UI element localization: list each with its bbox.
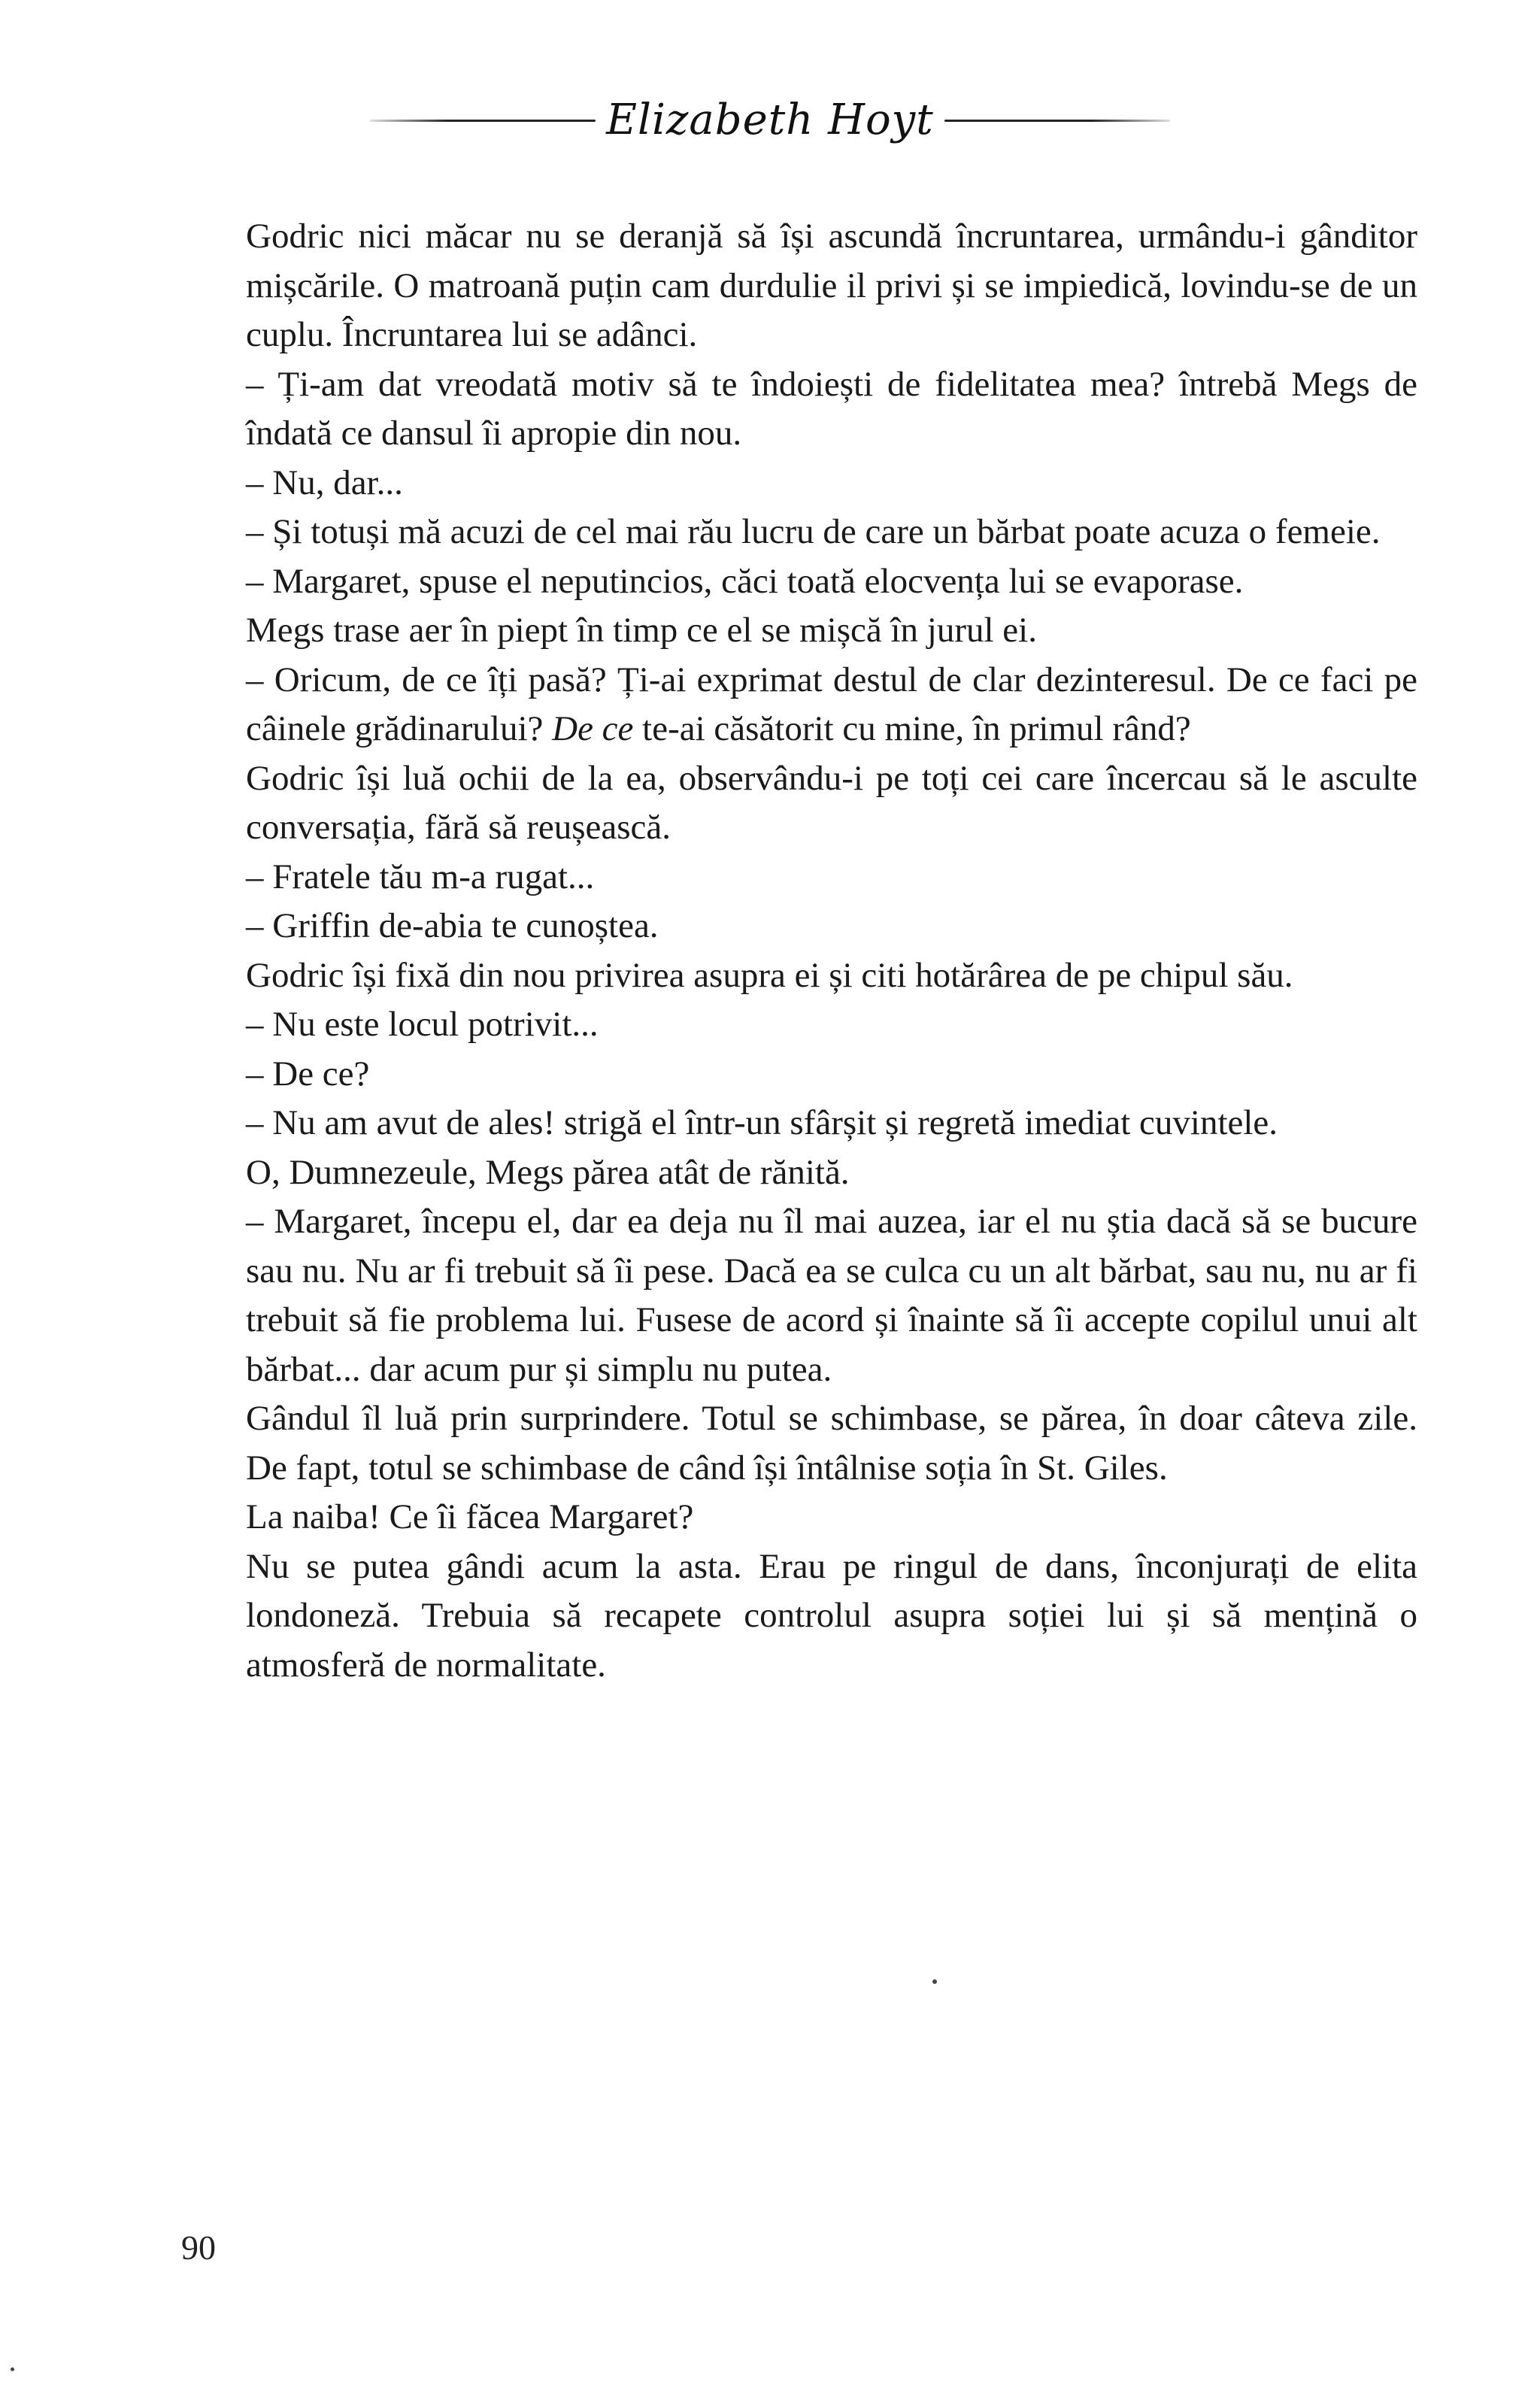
paragraph: – Margaret, spuse el neputincios, căci toată elocvența lui se evaporase.: [246, 561, 1244, 601]
header-rule-left: [370, 120, 596, 122]
italic-emphasis: De ce: [552, 709, 634, 748]
paragraph: – Nu, dar...: [246, 463, 403, 502]
scan-speck: [11, 2367, 14, 2371]
paragraph: Gândul îl luă prin surprindere. Totul se schimbase, se părea, în doar câteva zile. De fapt, totul se schimbase de când își întâlnise soția în St. Giles.: [246, 1399, 1417, 1488]
paragraph: O, Dumnezeule, Megs părea atât de rănită.: [246, 1152, 850, 1192]
running-header-title: Elizabeth Hoyt: [606, 96, 934, 144]
paragraph: Nu se putea gândi acum la asta. Erau pe ringul de dans, înconjurați de elita londoneză. Trebuia să recapete controlul asupra soției lui și să mențină o atmosferă de normalitate.: [246, 1546, 1417, 1685]
paragraph: – Și totuși mă acuzi de cel mai rău lucru de care un bărbat poate acuza o femeie.: [246, 512, 1381, 551]
paragraph: – Griffin de-abia te cunoștea.: [246, 906, 659, 945]
paragraph: – Nu este locul potrivit...: [246, 1005, 599, 1044]
paragraph: Megs trase aer în piept în timp ce el se mișcă în jurul ei.: [246, 611, 1037, 650]
paragraph: – Nu am avut de ales! strigă el într-un sfârșit și regretă imediat cuvintele.: [246, 1103, 1278, 1142]
paragraph: – Fratele tău m-a rugat...: [246, 857, 595, 896]
paragraph: Godric nici măcar nu se deranjă să își ascundă încruntarea, urmându-i gânditor mișcările. O matroană puțin cam durdulie il privi și se impiedică, lovindu-se de un cuplu. Încruntarea lui se adânci.: [246, 217, 1417, 354]
paragraph: Godric își fixă din nou privirea asupra ei și citi hotărârea de pe chipul său.: [246, 955, 1293, 995]
header-rule-right: [944, 120, 1170, 122]
paragraph: – De ce?: [246, 1054, 370, 1093]
paragraph: Godric își luă ochii de la ea, observându-i pe toți cei care încercau să le asculte conversația, fără să reușească.: [246, 758, 1417, 847]
paragraph: La naiba! Ce îi făcea Margaret?: [246, 1497, 694, 1536]
paragraph: – Margaret, începu el, dar ea deja nu îl mai auzea, iar el nu știa dacă să se bucure sau nu. Nu ar fi trebuit să îi pese. Dacă ea se culca cu un alt bărbat, sau nu, nu ar fi trebuit să fie problema lui. Fusese de acord și înainte să îi accepte copilul unui alt bărbat... dar acum pur și simplu nu putea.: [246, 1202, 1417, 1389]
paragraph-with-emphasis: – Oricum, de ce îți pasă? Ți-ai exprimat destul de clar dezinteresul. De ce faci pe câinele grădinarului? De ce te-ai căsătorit cu mine, în primul rând?: [246, 660, 1417, 748]
page-number: 90: [181, 2228, 216, 2267]
paragraph: – Ți-am dat vreodată motiv să te îndoiești de fidelitatea mea? întrebă Megs de îndată ce dansul îi apropie din nou.: [246, 364, 1417, 453]
scan-speck: [932, 1979, 937, 1984]
body-text: [246, 212, 1417, 1690]
running-header: [0, 96, 1540, 144]
